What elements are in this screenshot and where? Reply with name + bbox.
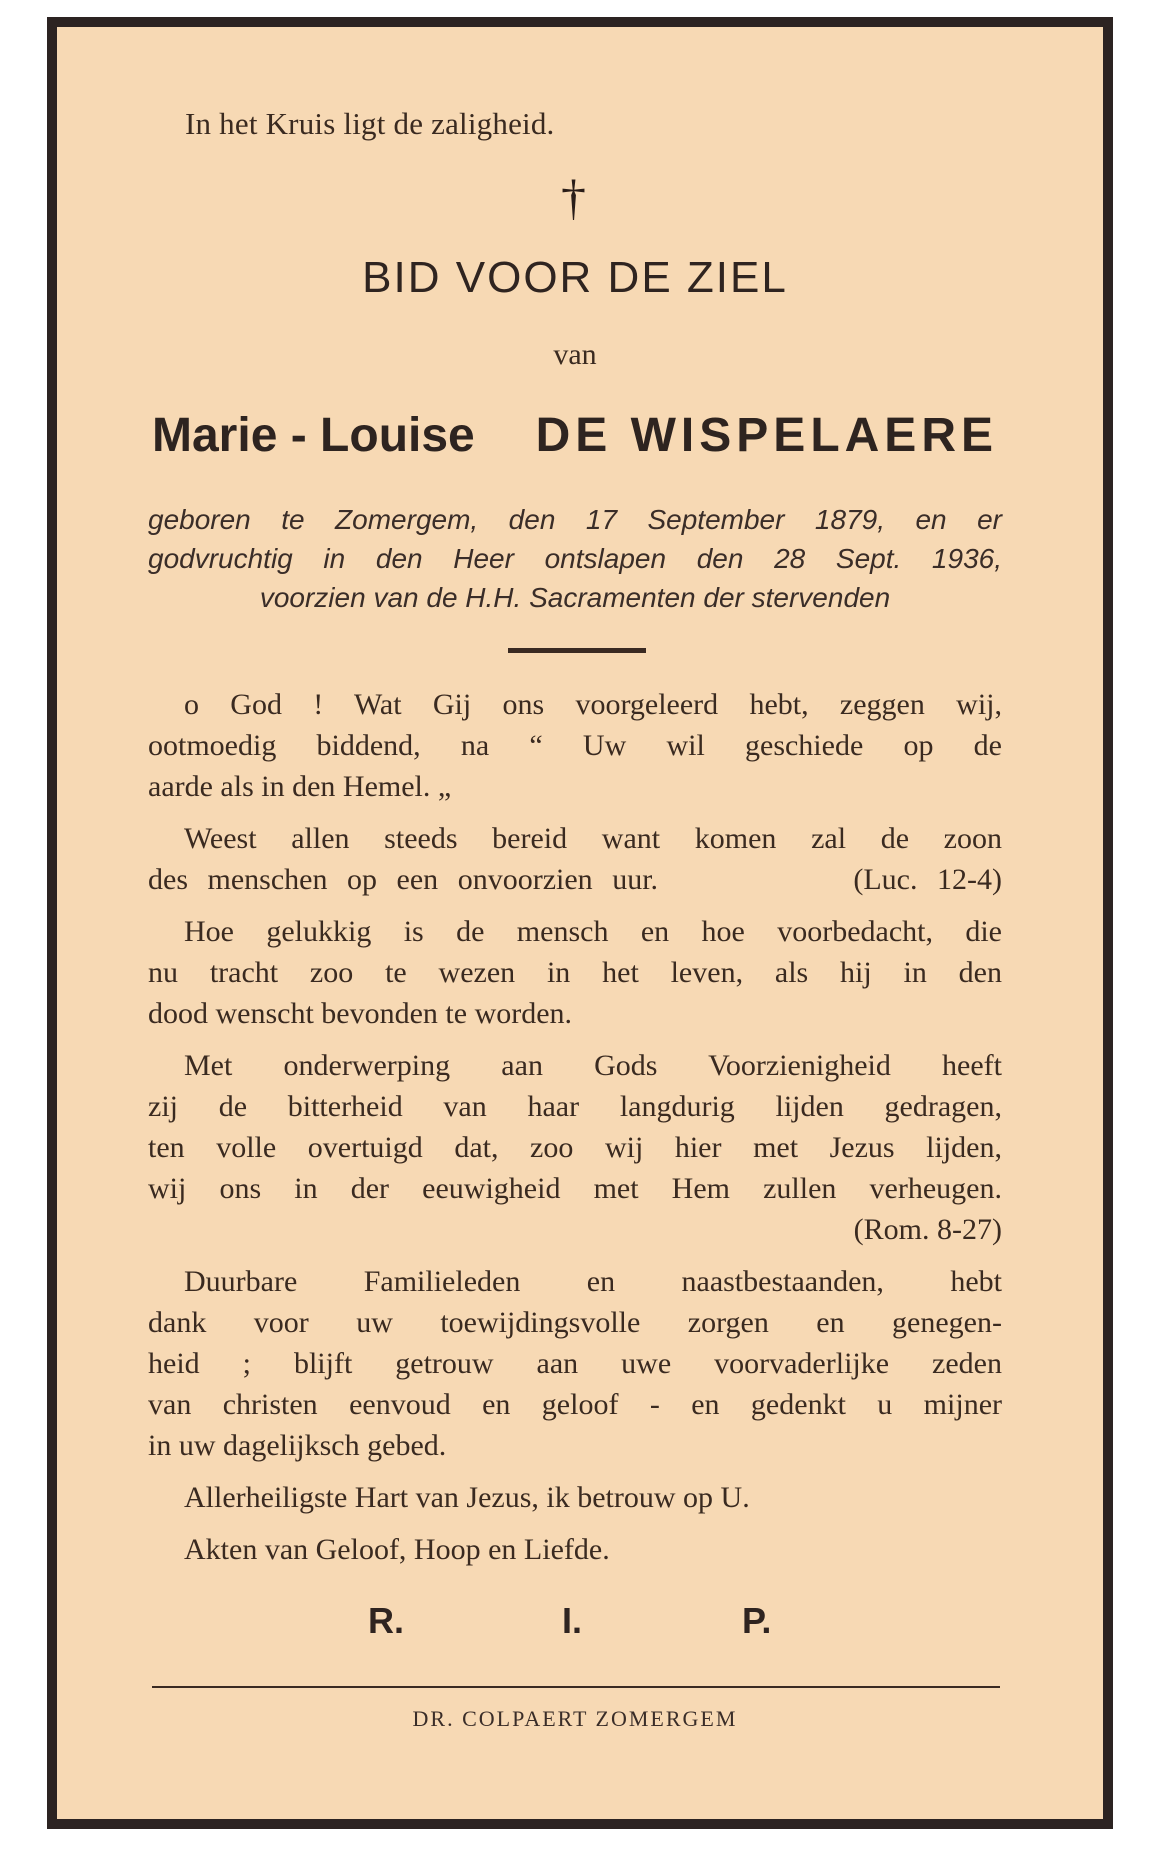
text-line: Hoe gelukkig is de mensch en hoe voorbedacht, die	[184, 915, 1002, 948]
paragraph	[148, 684, 1002, 807]
rip-letter: R.	[368, 1600, 404, 1641]
text-line: wij ons in der eeuwigheid met Hem zullen verheugen.	[148, 1172, 1002, 1205]
text-line: Duurbare Familieleden en naastbestaanden, hebt	[184, 1265, 1002, 1298]
detail-line: godvruchtig in den Heer ontslapen den 28 Sept. 1936,	[148, 543, 1002, 574]
text-line: ten volle overtuigd dat, zoo wij hier met Jezus lijden,	[148, 1131, 1002, 1164]
text-line: des menschen op een onvoorzien uur. (Luc. 12-4)	[148, 863, 1002, 896]
prayer-text	[148, 684, 1002, 1581]
text-line: aarde als in den Hemel. „	[148, 770, 452, 803]
divider	[508, 648, 646, 653]
van-text: van	[553, 338, 597, 371]
paragraph	[148, 818, 1002, 900]
birth-death-details	[148, 500, 1002, 617]
text-line: dood wenscht bevonden te worden.	[148, 997, 573, 1030]
detail-line: voorzien van de H.H. Sacramenten der stervenden	[259, 582, 891, 613]
surname: DE WISPELAERE	[535, 409, 998, 462]
paragraph	[148, 911, 1002, 1034]
paragraph	[148, 1045, 1002, 1250]
text-line: heid ; blijft getrouw aan uwe voorvaderlijke zeden	[148, 1347, 1002, 1380]
detail-line: geboren te Zomergem, den 17 September 1879, en er	[148, 504, 1002, 535]
text-line: o God ! Wat Gij ons voorgeleerd hebt, zeggen wij,	[184, 688, 1002, 721]
motto: In het Kruis ligt de zaligheid.	[185, 106, 555, 141]
text-line: Met onderwerping aan Gods Voorzienigheid heeft	[184, 1049, 1002, 1082]
paragraph	[148, 1477, 1002, 1518]
text-line: Akten van Geloof, Hoop en Liefde.	[184, 1533, 610, 1566]
given-name: Marie - Louise	[152, 409, 475, 462]
printer-credit: DR. COLPAERT ZOMERGEM	[412, 1706, 738, 1731]
text-line: nu tracht zoo te wezen in het leven, als hij in den	[148, 956, 1002, 989]
text-line: zij de bitterheid van haar langdurig lijden gedragen,	[148, 1090, 1002, 1123]
text-line: dank voor uw toewijdingsvolle zorgen en genegen-	[148, 1306, 1002, 1339]
paragraph	[148, 1529, 1002, 1570]
text-line: Allerheiligste Hart van Jezus, ik betrouw op U.	[184, 1481, 750, 1514]
rip-letter: P.	[742, 1600, 772, 1641]
scripture-reference: (Rom. 8-27)	[853, 1213, 1002, 1246]
rip-letter: I.	[562, 1600, 583, 1641]
text-line: in uw dagelijksch gebed.	[148, 1429, 447, 1462]
paragraph	[148, 1261, 1002, 1466]
cross-icon: †	[561, 169, 586, 225]
text-line: Weest allen steeds bereid want komen zal de zoon	[184, 822, 1002, 855]
text-line: ootmoedig biddend, na “ Uw wil geschiede op de	[148, 729, 1002, 762]
text-line: van christen eenvoud en geloof - en gedenkt u mijner	[148, 1388, 1002, 1421]
deceased-name	[152, 408, 998, 463]
footer-rule	[152, 1686, 1000, 1688]
heading: BID VOOR DE ZIEL	[362, 253, 788, 302]
